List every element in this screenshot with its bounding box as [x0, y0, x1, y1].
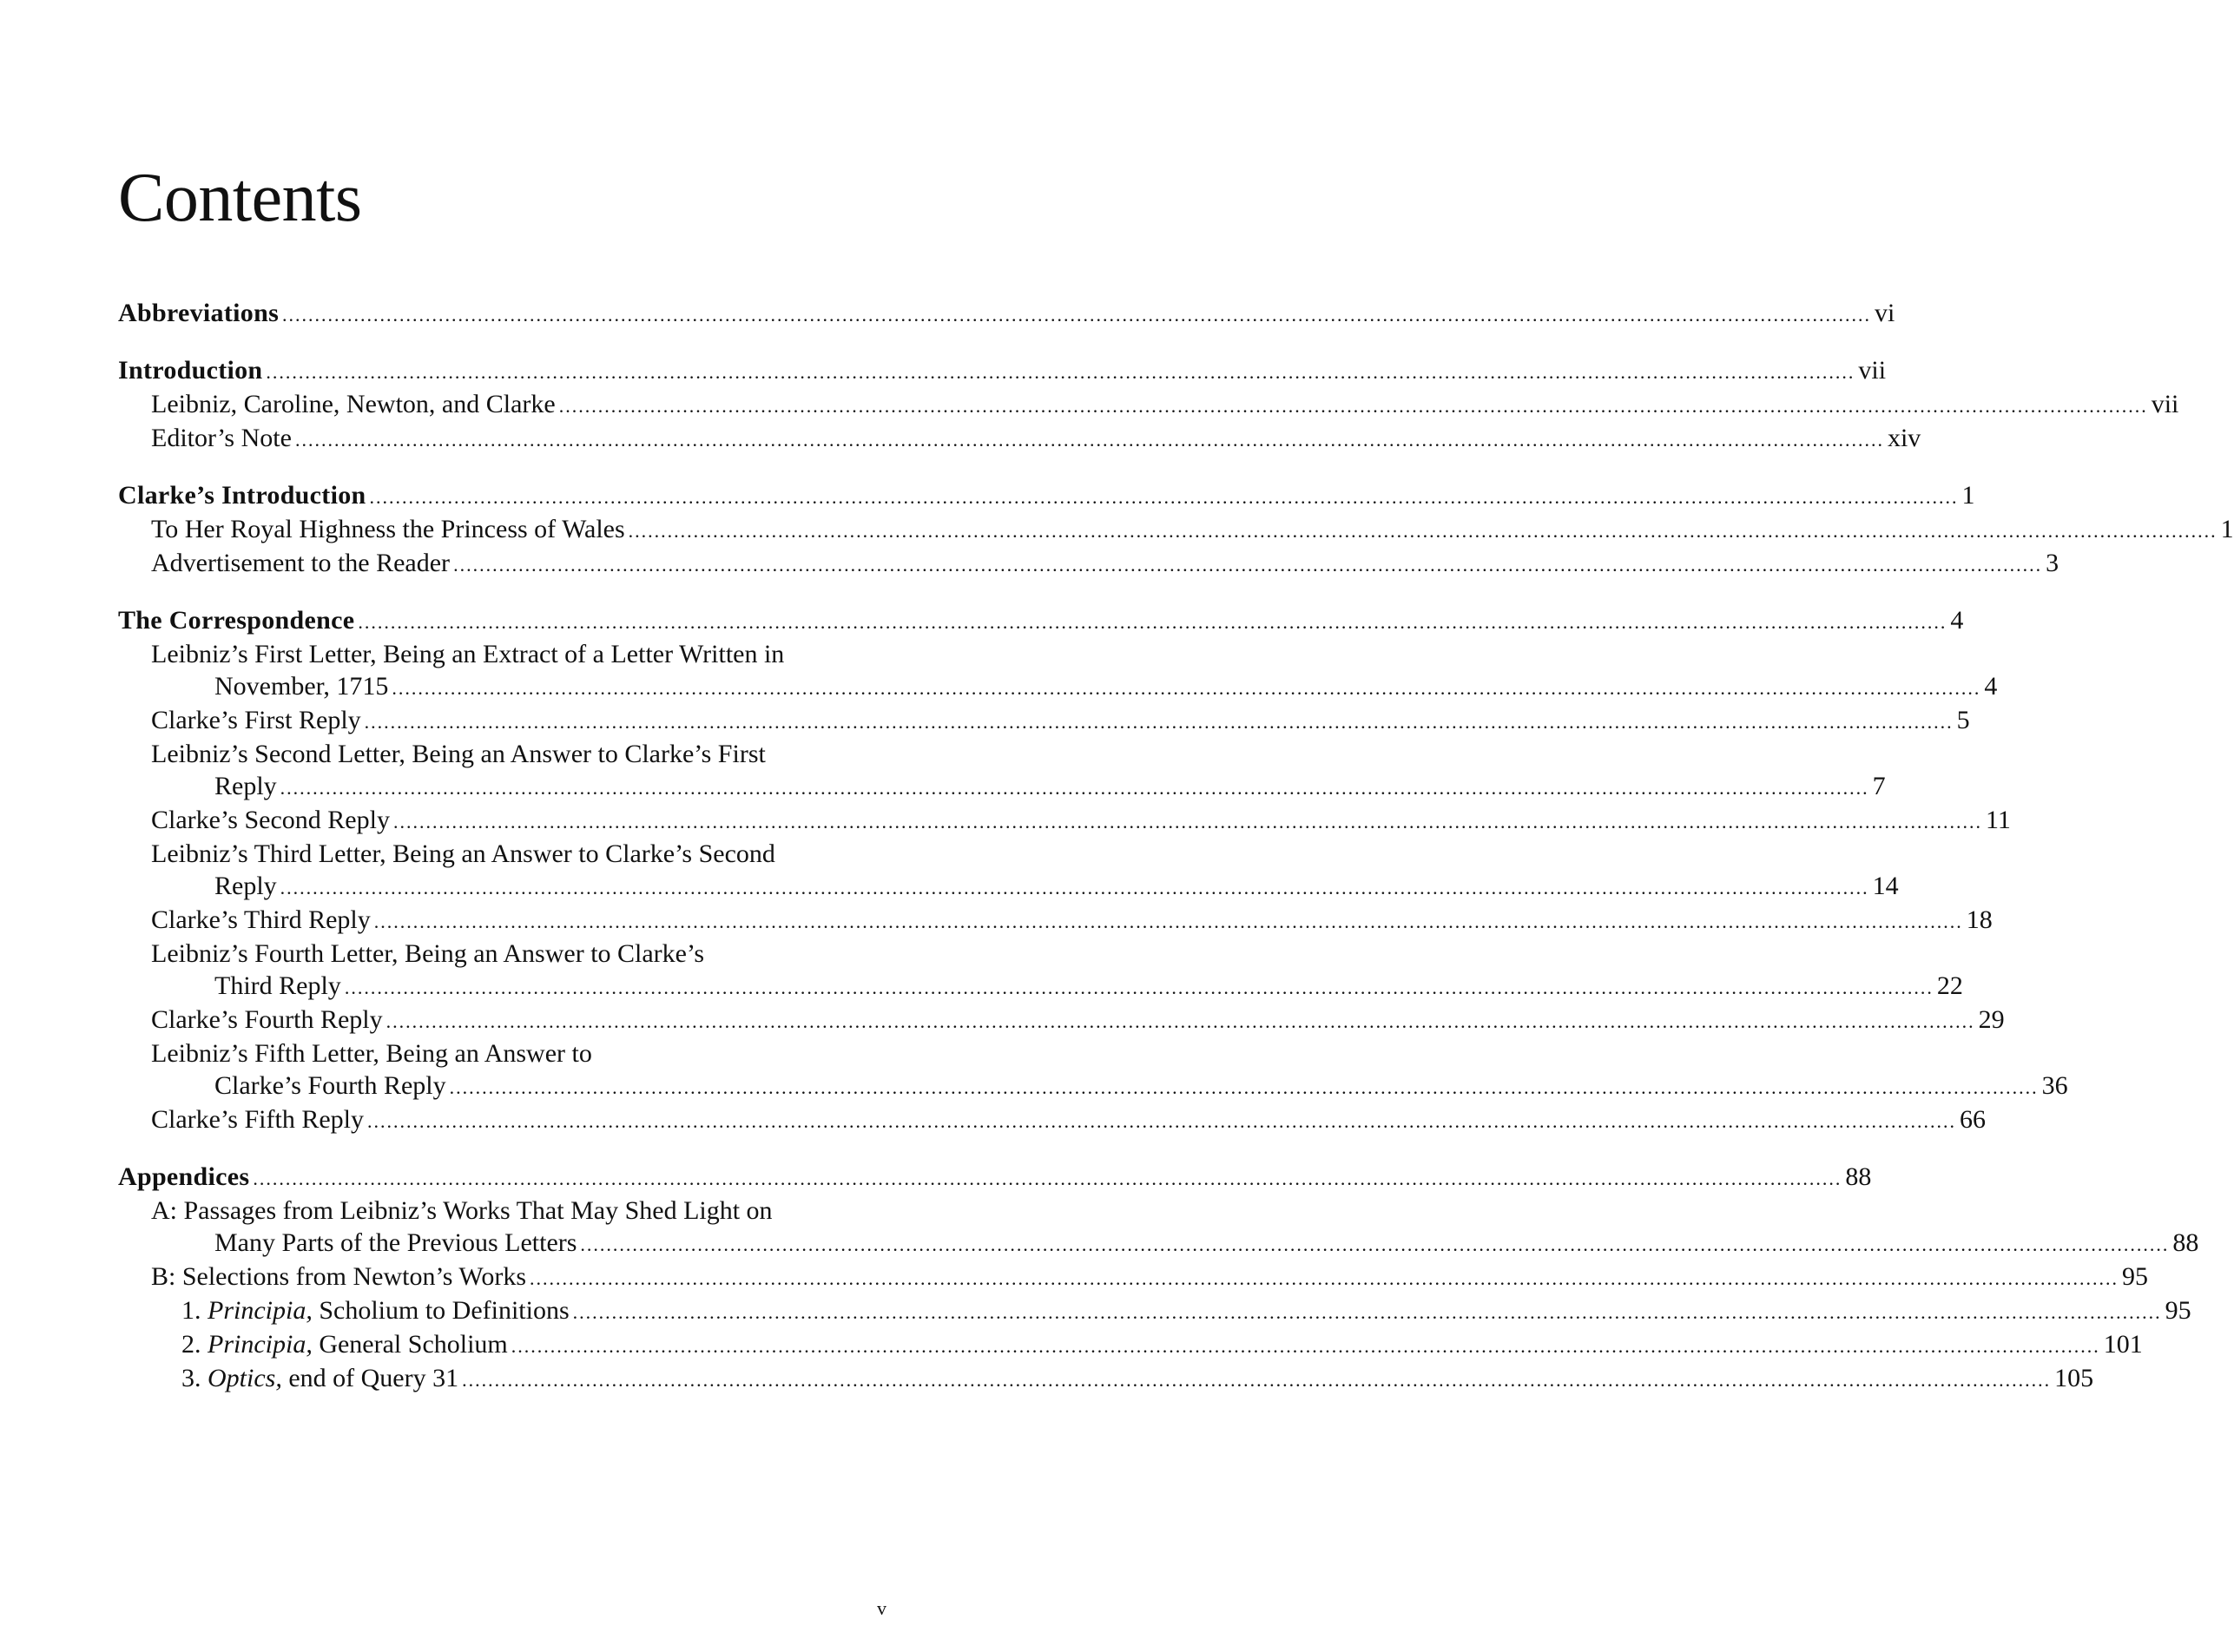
toc-entry-label: Editor’s Note — [151, 424, 292, 452]
toc-entry-label-cont: Third Reply — [214, 971, 341, 1000]
toc-entry-label: Clarke’s Introduction — [118, 481, 366, 510]
toc-entry-label: Clarke’s Third Reply — [151, 905, 371, 934]
toc-entry-page: 22 — [1936, 971, 1963, 1000]
dot-leader: .................................................................................................................................................................................................................................................... — [449, 1076, 2039, 1098]
toc-entry-page: vii — [2151, 390, 2179, 418]
toc-entry-page: 14 — [1872, 872, 1899, 900]
toc-entry[interactable] — [118, 479, 1975, 513]
toc-entry[interactable] — [118, 738, 1886, 804]
toc-entry[interactable] — [118, 704, 1970, 738]
page-number: v — [877, 1597, 886, 1619]
toc-section-clarkes-introduction — [118, 479, 2234, 581]
toc-entry-page: 36 — [2041, 1071, 2068, 1100]
toc-entry-label: Clarke’s Fourth Reply — [151, 1005, 383, 1034]
dot-leader: .................................................................................................................................................................................................................................................... — [462, 1369, 2052, 1391]
toc-entry-label — [181, 1362, 458, 1394]
toc-entry-page: 105 — [2054, 1364, 2094, 1392]
toc-section-correspondence — [118, 604, 2068, 1137]
toc-entry[interactable] — [118, 1161, 1872, 1195]
toc-entry[interactable] — [118, 1362, 2094, 1396]
item-number: 3. — [181, 1364, 201, 1392]
toc-entry-label — [181, 1294, 570, 1326]
toc-entry-label: Clarke’s Fifth Reply — [151, 1105, 364, 1134]
toc-entry-label: B: Selections from Newton’s Works — [151, 1262, 526, 1291]
toc-entry-label: Leibniz’s Third Letter, Being an Answer to Clarke’s Second — [151, 839, 775, 868]
toc-entry[interactable] — [118, 354, 1887, 388]
dot-leader: .................................................................................................................................................................................................................................................... — [266, 361, 1855, 383]
dot-leader: .................................................................................................................................................................................................................................................... — [358, 611, 1947, 633]
toc-entry[interactable] — [118, 604, 1964, 638]
toc-entry[interactable] — [118, 638, 1998, 704]
toc-entry[interactable] — [118, 422, 1921, 456]
toc-entry[interactable] — [118, 938, 1963, 1004]
toc-entry[interactable] — [118, 1260, 2148, 1294]
toc-entry[interactable] — [118, 838, 1899, 904]
toc-entry[interactable] — [118, 804, 2011, 838]
toc-entry[interactable] — [118, 904, 1993, 938]
toc-entry-page: 4 — [1950, 606, 1964, 635]
toc-entry-page: 1 — [2220, 515, 2234, 543]
item-number: 1. — [181, 1296, 201, 1325]
toc-entry-label: Advertisement to the Reader — [151, 549, 451, 577]
toc-entry-page: 3 — [2046, 549, 2059, 577]
toc-entry-label: Leibniz’s Fourth Letter, Being an Answer to Clarke’s — [151, 939, 705, 968]
toc-entry-page: 95 — [2122, 1262, 2148, 1291]
toc-entry-page: 4 — [1984, 672, 1998, 701]
toc-entry-label-cont: Clarke’s Fourth Reply — [214, 1071, 446, 1100]
toc-entry-continuation — [118, 670, 1998, 704]
dot-leader: .................................................................................................................................................................................................................................................... — [373, 911, 1963, 932]
toc-entry-page: 7 — [1872, 772, 1886, 800]
dot-leader: .................................................................................................................................................................................................................................................... — [453, 554, 2043, 576]
toc-entry-continuation — [118, 770, 1886, 804]
toc-entry-continuation — [118, 870, 1899, 904]
toc-entry-label: Appendices — [118, 1162, 250, 1191]
toc-entry-page: 95 — [2165, 1296, 2191, 1325]
toc-entry-page: 101 — [2103, 1330, 2143, 1359]
dot-leader: .................................................................................................................................................................................................................................................... — [364, 711, 1954, 733]
page-title: Contents — [118, 160, 362, 236]
toc-entry[interactable] — [118, 388, 2179, 422]
dot-leader: .................................................................................................................................................................................................................................................... — [294, 429, 1884, 451]
dot-leader: .................................................................................................................................................................................................................................................... — [580, 1234, 2170, 1255]
toc-entry[interactable] — [118, 1004, 2005, 1037]
toc-entry-page: 29 — [1978, 1005, 2005, 1034]
toc-entry-continuation — [118, 1227, 2199, 1260]
work-title: Principia, — [208, 1330, 313, 1359]
toc-entry[interactable] — [118, 513, 2234, 547]
dot-leader: .................................................................................................................................................................................................................................................... — [511, 1335, 2100, 1357]
item-text: end of Query 31 — [288, 1364, 459, 1392]
work-title: Principia, — [208, 1296, 313, 1325]
dot-leader: .................................................................................................................................................................................................................................................... — [282, 304, 1872, 326]
toc-entry-continuation — [118, 970, 1963, 1004]
dot-leader: .................................................................................................................................................................................................................................................... — [558, 395, 2148, 417]
item-text: Scholium to Definitions — [319, 1296, 570, 1325]
toc-entry-label: Clarke’s Second Reply — [151, 806, 390, 834]
toc-entry[interactable] — [118, 297, 1895, 331]
dot-leader: .................................................................................................................................................................................................................................................... — [366, 1110, 1956, 1132]
toc-entry-label-cont: Many Parts of the Previous Letters — [214, 1228, 577, 1257]
dot-leader: .................................................................................................................................................................................................................................................... — [392, 677, 1981, 699]
toc-entry-label: Introduction — [118, 356, 263, 385]
dot-leader: .................................................................................................................................................................................................................................................... — [280, 777, 1869, 799]
work-title: Optics, — [208, 1364, 282, 1392]
toc-entry-page: 11 — [1985, 806, 2011, 834]
toc-entry-page: 88 — [2172, 1228, 2199, 1257]
toc-entry-page: 5 — [1956, 706, 1970, 734]
toc-entry[interactable] — [118, 1037, 2068, 1103]
dot-leader: .................................................................................................................................................................................................................................................... — [344, 977, 1934, 998]
toc-entry-label: Abbreviations — [118, 299, 280, 327]
dot-leader: .................................................................................................................................................................................................................................................... — [280, 877, 1869, 898]
toc-entry-page: 18 — [1966, 905, 1993, 934]
toc-entry-page: vi — [1875, 299, 1895, 327]
toc-entry[interactable] — [118, 1294, 2191, 1328]
toc-entry-label-cont: November, 1715 — [214, 672, 389, 701]
toc-entry-label-cont: Reply — [214, 872, 277, 900]
toc-entry-page: vii — [1858, 356, 1887, 385]
item-number: 2. — [181, 1330, 201, 1359]
toc-entry-label: Leibniz’s First Letter, Being an Extract of a Letter Written in — [151, 640, 785, 668]
dot-leader: .................................................................................................................................................................................................................................................... — [253, 1168, 1842, 1189]
toc-entry-label: Leibniz, Caroline, Newton, and Clarke — [151, 390, 556, 418]
toc-section-introduction — [118, 354, 2179, 456]
toc-entry-label — [181, 1328, 508, 1360]
item-text: General Scholium — [319, 1330, 508, 1359]
dot-leader: .................................................................................................................................................................................................................................................... — [628, 520, 2218, 542]
toc-entry-page: 66 — [1959, 1105, 1986, 1134]
toc-section-appendices — [118, 1161, 2199, 1396]
toc-entry[interactable] — [118, 1195, 2199, 1260]
toc-entry-label: To Her Royal Highness the Princess of Wales — [151, 515, 625, 543]
toc-entry-label: A: Passages from Leibniz’s Works That May Shed Light on — [151, 1196, 773, 1225]
toc-entry-label: Leibniz’s Fifth Letter, Being an Answer to — [151, 1039, 592, 1068]
toc-entry-continuation — [118, 1070, 2068, 1103]
dot-leader: .................................................................................................................................................................................................................................................... — [572, 1301, 2162, 1323]
toc-entry-label-cont: Reply — [214, 772, 277, 800]
table-of-contents — [118, 297, 2234, 1419]
toc-entry[interactable] — [118, 547, 2059, 581]
dot-leader: .................................................................................................................................................................................................................................................... — [386, 1010, 1975, 1032]
toc-entry-label: The Correspondence — [118, 606, 355, 635]
toc-section-abbreviations — [118, 297, 1895, 331]
toc-entry-page: 1 — [1961, 481, 1975, 510]
toc-entry[interactable] — [118, 1103, 1986, 1137]
dot-leader: .................................................................................................................................................................................................................................................... — [392, 811, 1982, 833]
toc-entry-page: 88 — [1845, 1162, 1872, 1191]
toc-entry-page: xiv — [1887, 424, 1921, 452]
dot-leader: .................................................................................................................................................................................................................................................... — [530, 1267, 2119, 1289]
toc-entry-label: Leibniz’s Second Letter, Being an Answer to Clarke’s First — [151, 740, 766, 768]
dot-leader: .................................................................................................................................................................................................................................................... — [369, 486, 1959, 508]
toc-entry-label: Clarke’s First Reply — [151, 706, 361, 734]
toc-entry[interactable] — [118, 1328, 2143, 1362]
